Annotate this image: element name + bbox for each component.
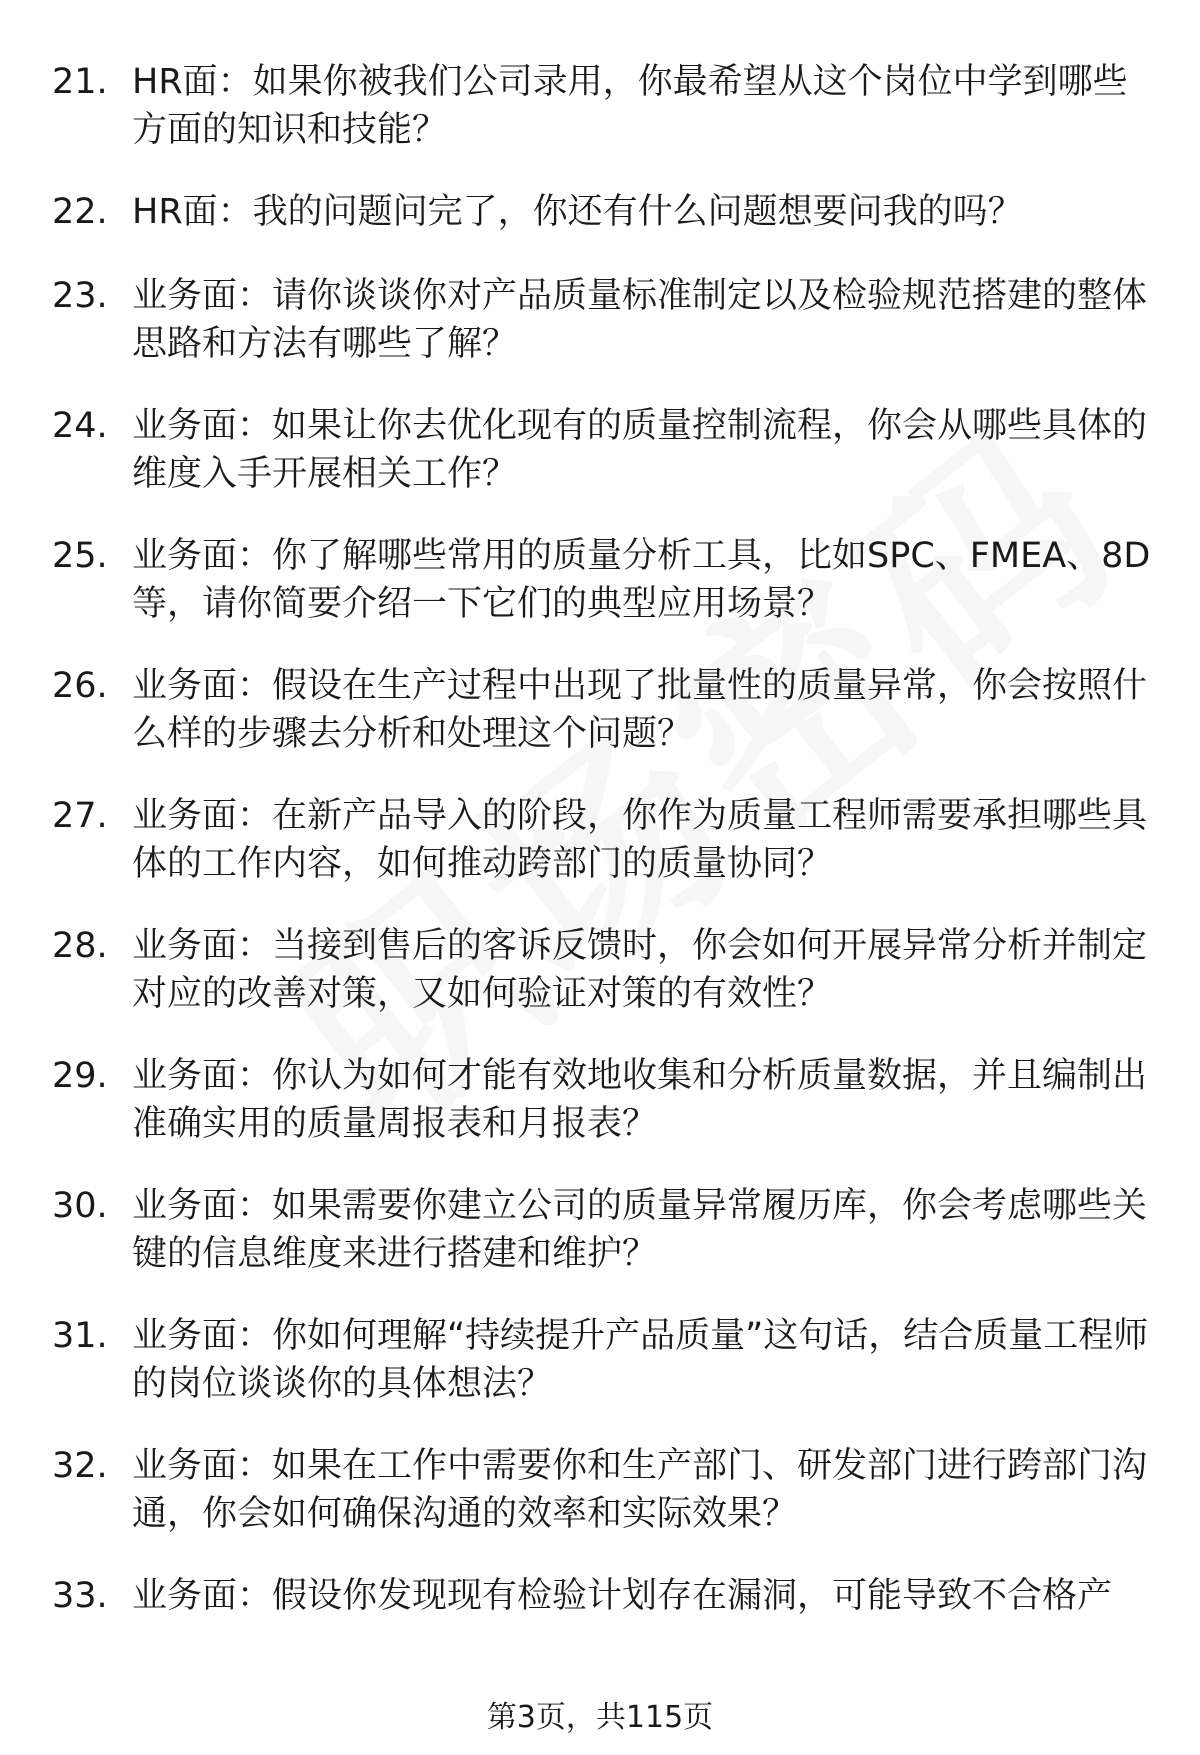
question-text: HR面：如果你被我们公司录用，你最希望从这个岗位中学到哪些方面的知识和技能？	[132, 62, 1128, 150]
question-item-25	[52, 532, 1152, 628]
question-list	[52, 58, 1152, 1654]
question-text: 业务面：如果让你去优化现有的质量控制流程，你会从哪些具体的维度入手开展相关工作？	[132, 406, 1148, 494]
question-text: 业务面：当接到售后的客诉反馈时，你会如何开展异常分析并制定对应的改善对策，又如何验证对策的有效性？	[132, 926, 1148, 1014]
question-number: 24.	[52, 406, 108, 446]
question-number: 28.	[52, 926, 108, 966]
question-text: HR面：我的问题问完了，你还有什么问题想要问我的吗？	[132, 192, 1023, 232]
question-number: 22.	[52, 192, 108, 232]
question-item-28	[52, 922, 1152, 1018]
question-item-27	[52, 792, 1152, 888]
question-item-23	[52, 272, 1152, 368]
page-footer	[0, 1698, 1200, 1738]
question-item-22	[52, 188, 1152, 236]
question-text: 业务面：在新产品导入的阶段，你作为质量工程师需要承担哪些具体的工作内容，如何推动跨部门的质量协同？	[132, 796, 1148, 884]
question-item-29	[52, 1052, 1152, 1148]
question-text: 业务面：如果在工作中需要你和生产部门、研发部门进行跨部门沟通，你会如何确保沟通的效率和实际效果？	[132, 1446, 1148, 1534]
page-number-label: 第3页，共115页	[486, 1700, 714, 1735]
question-item-31	[52, 1312, 1152, 1408]
question-item-21	[52, 58, 1152, 154]
question-number: 33.	[52, 1576, 108, 1616]
question-number: 21.	[52, 62, 108, 102]
question-number: 25.	[52, 536, 108, 576]
question-number: 30.	[52, 1186, 108, 1226]
question-item-32	[52, 1442, 1152, 1538]
question-number: 31.	[52, 1316, 108, 1356]
question-text: 业务面：假设在生产过程中出现了批量性的质量异常，你会按照什么样的步骤去分析和处理这个问题？	[132, 666, 1148, 754]
question-number: 23.	[52, 276, 108, 316]
question-number: 26.	[52, 666, 108, 706]
question-number: 29.	[52, 1056, 108, 1096]
question-text: 业务面：你如何理解“持续提升产品质量”这句话，结合质量工程师的岗位谈谈你的具体想法？	[132, 1316, 1149, 1404]
question-text: 业务面：请你谈谈你对产品质量标准制定以及检验规范搭建的整体思路和方法有哪些了解？	[132, 276, 1148, 364]
question-item-26	[52, 662, 1152, 758]
question-text: 业务面：如果需要你建立公司的质量异常履历库，你会考虑哪些关键的信息维度来进行搭建和维护？	[132, 1186, 1148, 1274]
question-number: 27.	[52, 796, 108, 836]
question-number: 32.	[52, 1446, 108, 1486]
question-text: 业务面：你了解哪些常用的质量分析工具，比如SPC、FMEA、8D等，请你简要介绍一下它们的典型应用场景？	[132, 536, 1151, 624]
question-item-30	[52, 1182, 1152, 1278]
question-item-33	[52, 1572, 1152, 1620]
question-text: 业务面：你认为如何才能有效地收集和分析质量数据，并且编制出准确实用的质量周报表和月报表？	[132, 1056, 1148, 1144]
question-item-24	[52, 402, 1152, 498]
question-text: 业务面：假设你发现现有检验计划存在漏洞，可能导致不合格产	[132, 1576, 1113, 1616]
